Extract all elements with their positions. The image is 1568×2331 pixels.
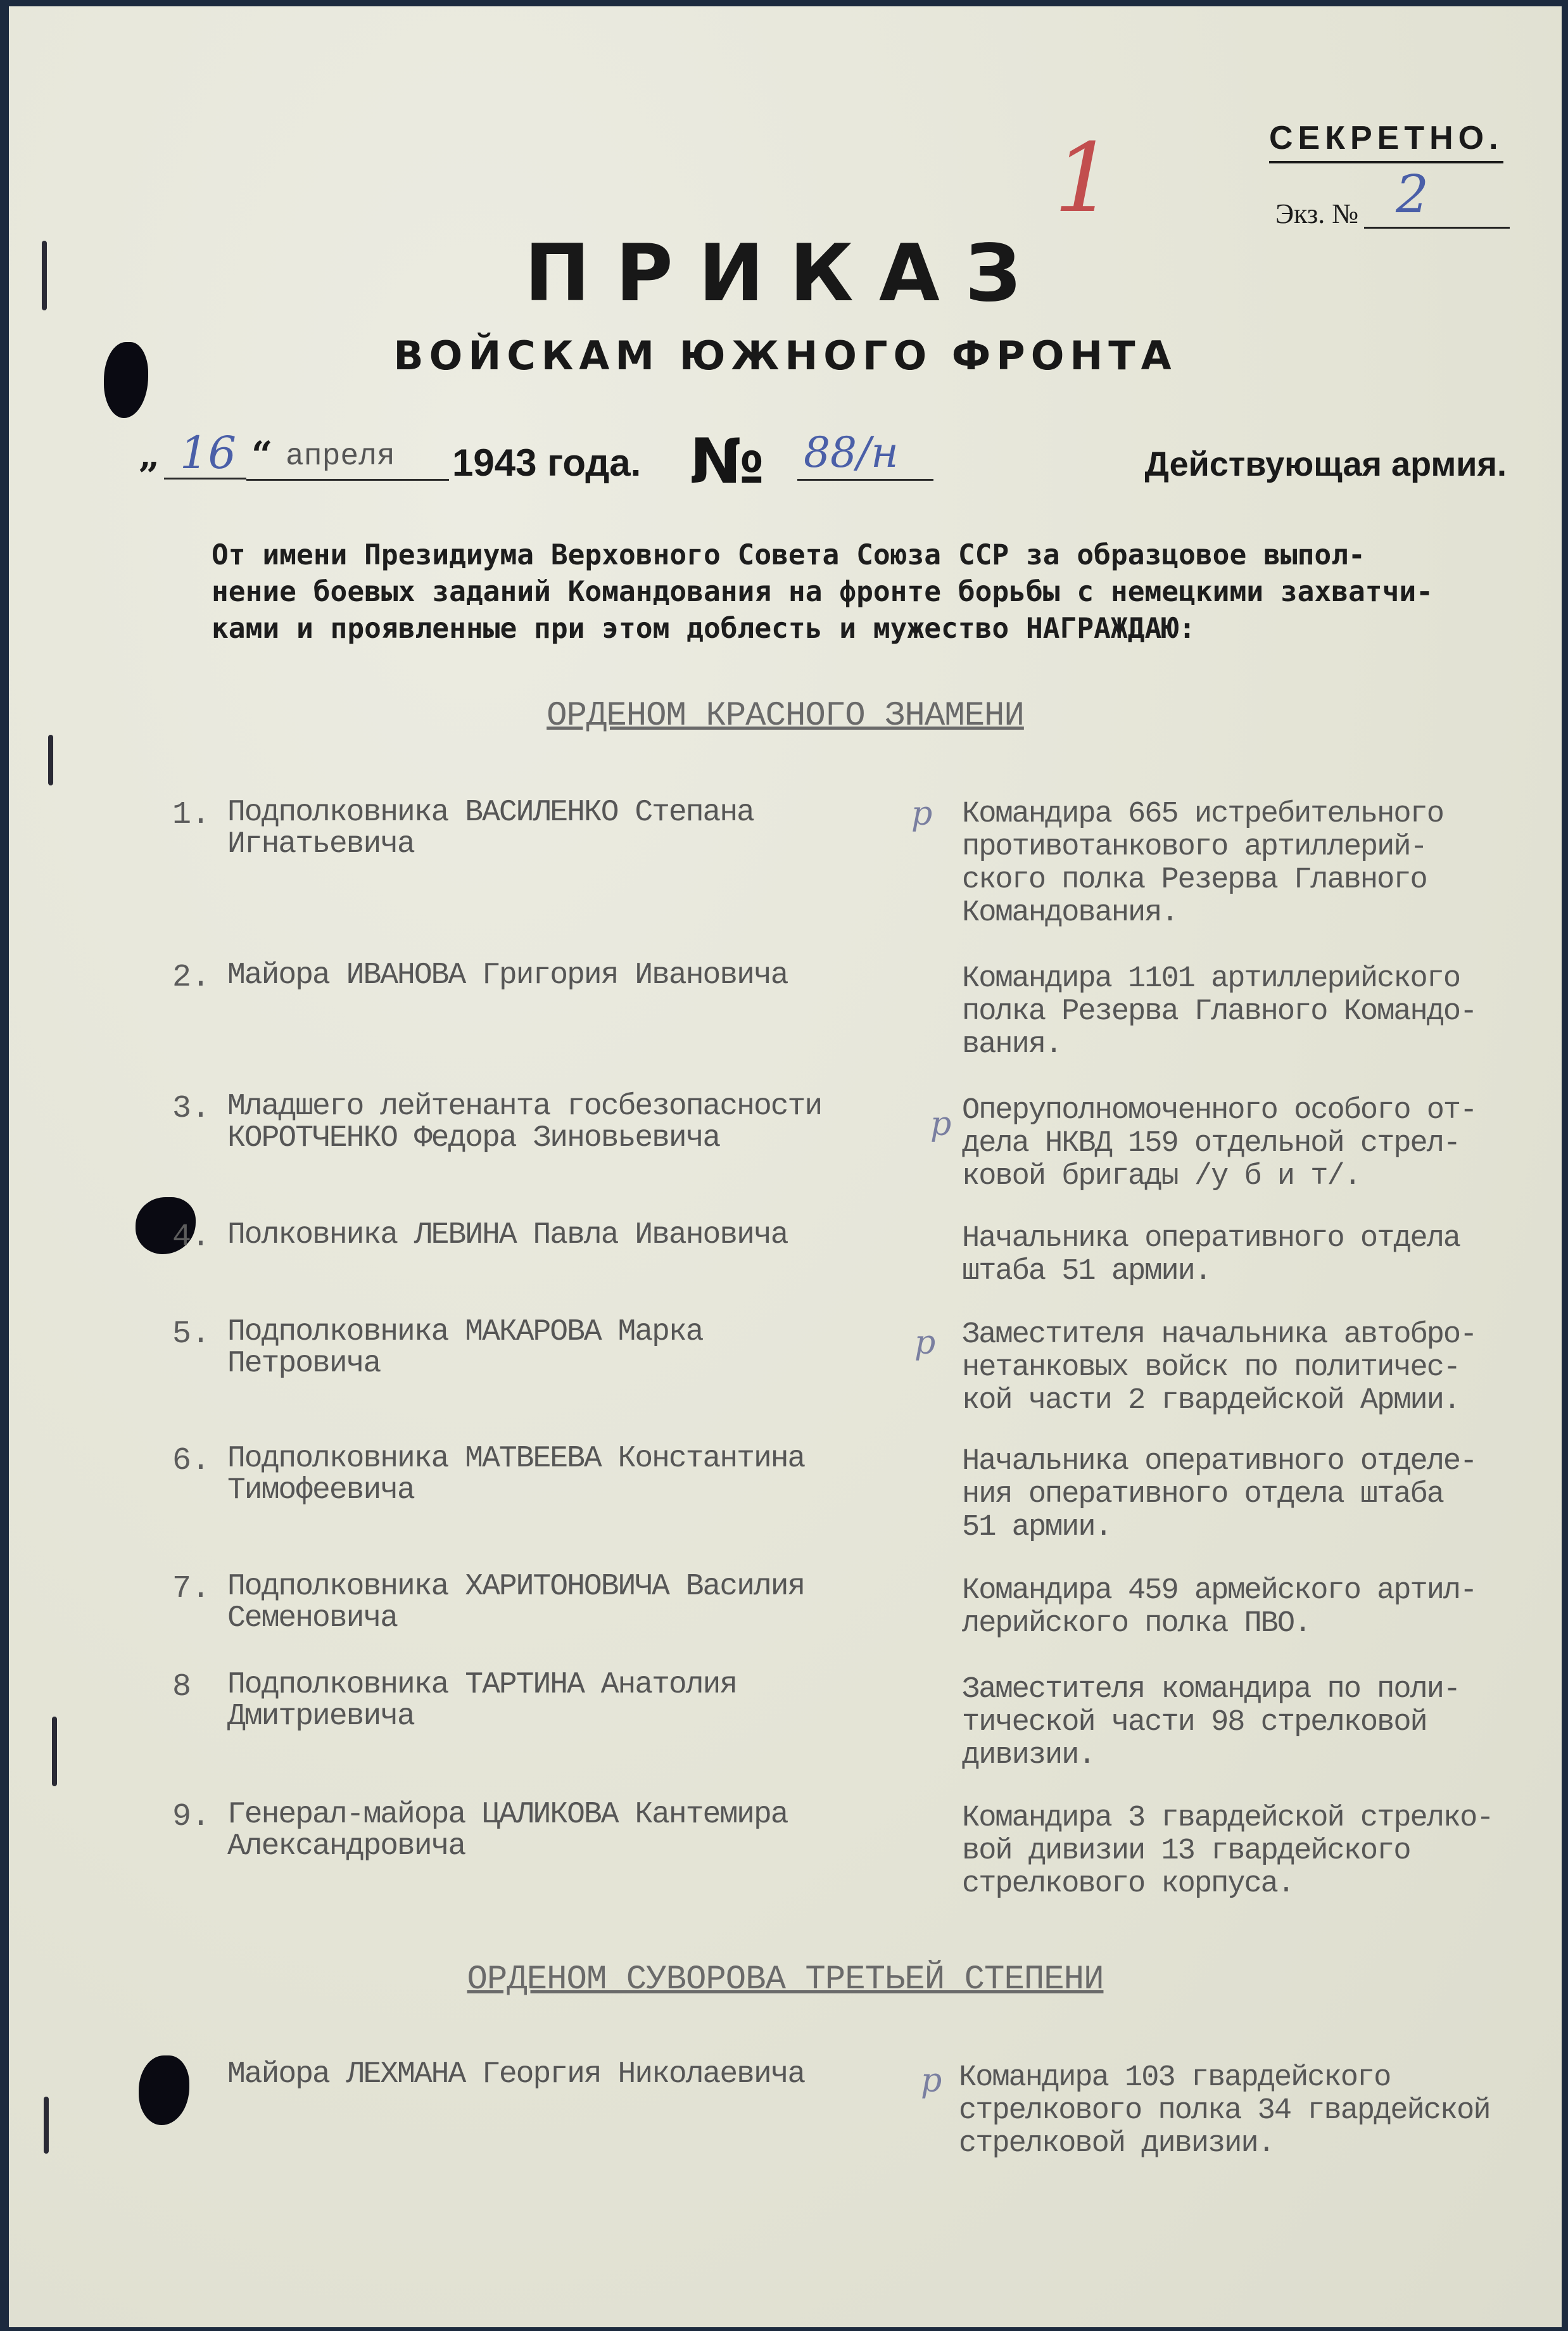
entry-name: Майора ЛЕХМАНА Георгия Николаевича xyxy=(227,2057,805,2092)
entry-number: 5. xyxy=(172,1316,211,1352)
entry-name: Подполковника ТАРТИНА Анатолия Дмитриевича xyxy=(227,1668,737,1734)
entry-position: Командира 665 истребительного противотанкового артиллерий- ского полка Резерва Главного Командования. xyxy=(962,797,1443,930)
entry-number: 8 xyxy=(172,1669,192,1705)
entry-position: Командира 3 гвардейской стрелко- вой дивизии 13 гвардейского стрелкового корпуса. xyxy=(962,1801,1493,1901)
entry-number: 4. xyxy=(172,1219,211,1255)
entry-position: Начальника оперативного отдела штаба 51 армии. xyxy=(962,1222,1460,1288)
entry-position: Командира 103 гвардейского стрелкового полка 34 гвардейской стрелковой дивизии. xyxy=(959,2061,1490,2161)
entry-position: Командира 1101 артиллерийского полка Резерва Главного Командо- вания. xyxy=(962,962,1477,1062)
document-title: ПРИКАЗ xyxy=(524,228,1046,319)
entry-name: Майора ИВАНОВА Григория Ивановича xyxy=(227,958,788,993)
date-year: 1943 года. xyxy=(452,441,642,484)
number-sign: № xyxy=(690,426,764,498)
entry-position: Оперуполномоченного особого от- дела НКВД 159 отдельной стрел- ковой бригады /у б и т/. xyxy=(962,1094,1477,1193)
open-quote: „ xyxy=(139,433,160,476)
entry-position: Командира 459 армейского артил- лерийского полка ПВО. xyxy=(962,1574,1477,1641)
entry-position: Начальника оперативного отделе- ния оперативного отдела штаба 51 армии. xyxy=(962,1445,1477,1544)
month-underline xyxy=(246,479,449,481)
entry-number: 9. xyxy=(172,1799,211,1835)
entry-number: 1. xyxy=(172,797,211,833)
pencil-mark: р xyxy=(921,2062,942,2100)
number-underline xyxy=(797,479,933,481)
order-number: 88/н xyxy=(804,428,899,477)
section-title: ОРДЕНОМ СУВОРОВА ТРЕТЬЕЙ СТЕПЕНИ xyxy=(467,1960,1104,1999)
binding-mark xyxy=(48,735,53,785)
entry-name: Полковника ЛЕВИНА Павла Ивановича xyxy=(227,1218,788,1252)
pencil-mark: р xyxy=(914,1324,936,1362)
section-title: ОРДЕНОМ КРАСНОГО ЗНАМЕНИ xyxy=(547,697,1024,735)
punch-hole-bottom xyxy=(139,2055,189,2125)
red-pencil-mark: 1 xyxy=(1054,124,1115,234)
copy-label: Экз. № xyxy=(1275,198,1359,229)
intro-paragraph: От имени Президиума Верховного Совета Союза ССР за образцовое выпол- нение боевых заданий Командования на фронте борьбы с немецкими захватчи- ками и проявленные при этом доблесть и мужество НАГРАЖДАЮ: xyxy=(212,539,1433,645)
entry-name: Подполковника МАТВЕЕВА Константина Тимофеевича xyxy=(227,1442,805,1508)
entry-position: Заместителя командира по поли- тической части 98 стрелковой дивизии. xyxy=(962,1673,1460,1772)
entry-name: Подполковника ХАРИТОНОВИЧА Василия Семеновича xyxy=(227,1570,805,1636)
entry-name: Генерал-майора ЦАЛИКОВА Кантемира Александровича xyxy=(227,1798,788,1864)
date-month: апреля xyxy=(286,440,395,474)
document-subtitle: ВОЙСКАМ ЮЖНОГО ФРОНТА xyxy=(393,333,1177,379)
entry-position: Заместителя начальника автобро- нетанковых войск по политичес- кой части 2 гвардейской Армии. xyxy=(962,1318,1477,1418)
entry-name: Подполковника МАКАРОВА Марка Петровича xyxy=(227,1315,703,1381)
document-page xyxy=(9,6,1562,2327)
entry-number: 2. xyxy=(172,960,211,996)
date-row xyxy=(139,426,1507,500)
entry-number: 7. xyxy=(172,1571,211,1607)
entry-name: Младшего лейтенанта госбезопасности КОРОТЧЕНКО Федора Зиновьевича xyxy=(227,1089,822,1155)
pencil-mark: р xyxy=(911,795,933,833)
binding-mark xyxy=(44,2097,49,2154)
copy-number: 2 xyxy=(1396,165,1429,225)
date-day: 16 xyxy=(180,427,237,479)
location-text: Действующая армия. xyxy=(1144,445,1507,483)
pencil-mark: р xyxy=(930,1105,952,1143)
entry-number: 3. xyxy=(172,1091,211,1127)
entry-number: 6. xyxy=(172,1443,211,1479)
secrecy-stamp: СЕКРЕТНО. xyxy=(1269,119,1503,163)
close-quote: “ xyxy=(251,433,273,476)
entry-name: Подполковника ВАСИЛЕНКО Степана Игнатьевича xyxy=(227,796,754,861)
binding-mark xyxy=(52,1717,57,1786)
